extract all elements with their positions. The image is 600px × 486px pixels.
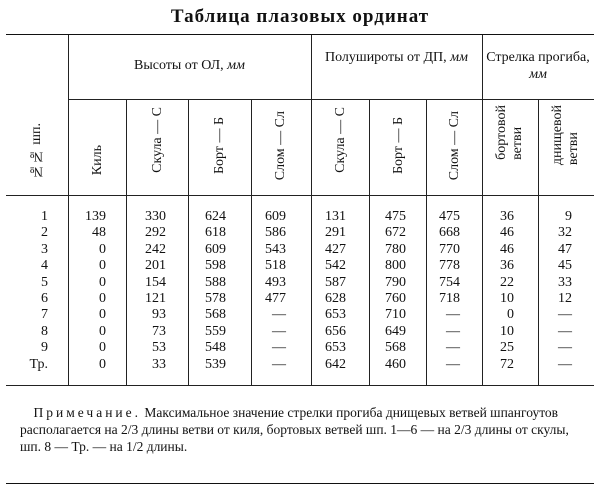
- cell-w-side: 649: [385, 323, 406, 339]
- table-title: Таблица плазовых ординат: [170, 6, 430, 27]
- cell-w-side: 780: [385, 241, 406, 257]
- cell-side-branch: 0: [507, 307, 514, 323]
- cell-w-side: 568: [385, 340, 406, 356]
- cell-h-knuckle: 518: [265, 258, 286, 274]
- cell-w-knuckle: —: [446, 323, 460, 339]
- cell-bottom-branch: 45: [558, 258, 572, 274]
- cell-keel: 0: [99, 356, 106, 372]
- cell-station: 2: [41, 225, 48, 241]
- cell-bottom-branch: —: [558, 323, 572, 339]
- cell-w-knuckle: 668: [439, 225, 460, 241]
- cell-side-branch: 22: [500, 274, 514, 290]
- cell-h-side: 559: [205, 323, 226, 339]
- cell-h-knuckle: —: [272, 323, 286, 339]
- cell-h-side: 588: [205, 274, 226, 290]
- cell-keel: 0: [99, 340, 106, 356]
- col-header-h-chine: Скула — С: [150, 107, 165, 173]
- cell-h-side: 578: [205, 291, 226, 306]
- cell-bottom-branch: 12: [558, 291, 572, 306]
- cell-w-knuckle: —: [446, 340, 460, 356]
- cell-side-branch: 46: [500, 225, 514, 241]
- cell-side-branch: 10: [500, 323, 514, 339]
- cell-w-chine: 131: [325, 209, 346, 224]
- cell-bottom-branch: 47: [558, 241, 572, 257]
- cell-w-knuckle: 718: [439, 291, 460, 306]
- cell-h-chine: 93: [152, 307, 166, 323]
- cell-station: 6: [41, 291, 48, 306]
- table-note: [20, 404, 580, 455]
- cell-h-knuckle: 609: [265, 209, 286, 224]
- cell-h-knuckle: 543: [265, 241, 286, 257]
- cell-keel: 48: [92, 225, 106, 241]
- cell-bottom-branch: 33: [558, 274, 572, 290]
- cell-w-side: 790: [385, 274, 406, 290]
- col-header-w-chine: Скула — С: [333, 107, 348, 173]
- cell-h-chine: 73: [152, 323, 166, 339]
- cell-w-chine: 628: [325, 291, 346, 306]
- cell-station: 7: [41, 307, 48, 323]
- cell-h-chine: 242: [145, 241, 166, 257]
- cell-w-side: 460: [385, 356, 406, 372]
- cell-h-side: 609: [205, 241, 226, 257]
- cell-w-chine: 653: [325, 307, 346, 323]
- cell-h-side: 548: [205, 340, 226, 356]
- cell-w-chine: 656: [325, 323, 346, 339]
- cell-bottom-branch: —: [558, 356, 572, 372]
- cell-side-branch: 46: [500, 241, 514, 257]
- cell-keel: 0: [99, 307, 106, 323]
- cell-w-knuckle: 778: [439, 258, 460, 274]
- cell-h-knuckle: —: [272, 340, 286, 356]
- cell-w-chine: 542: [325, 258, 346, 274]
- cell-station: 3: [41, 241, 48, 257]
- cell-w-knuckle: 475: [439, 209, 460, 224]
- col-header-station: №№ шп.: [29, 123, 44, 179]
- cell-keel: 139: [85, 209, 106, 224]
- cell-h-side: 568: [205, 307, 226, 323]
- col-header-w-knuckle: Слом — Сл: [447, 111, 462, 181]
- cell-side-branch: 25: [500, 340, 514, 356]
- col-header-h-side: Борт — Б: [212, 117, 227, 175]
- cell-h-chine: 201: [145, 258, 166, 274]
- cell-side-branch: 10: [500, 291, 514, 306]
- cell-w-side: 672: [385, 225, 406, 241]
- table-bottom-rule: [6, 385, 594, 386]
- cell-side-branch: 72: [500, 356, 514, 372]
- cell-h-side: 598: [205, 258, 226, 274]
- group-header-heights: Высоты от ОЛ, мм: [133, 58, 245, 73]
- col-header-keel: Киль: [90, 145, 105, 176]
- cell-w-side: 760: [385, 291, 406, 306]
- note-text: Максимальное значение стрелки прогиба днищевых ветвей шпангоутов располагается на 2/3 длины ветви от киля, бортовых ветвей шп. 1—6 — на 2/3 длины от скулы, шп. 8 — Тр. — на 1/2 длины.: [20, 405, 569, 454]
- note-label: Примечание.: [33, 405, 142, 420]
- cell-h-chine: 33: [152, 356, 166, 372]
- cell-keel: 0: [99, 274, 106, 290]
- group-header-deflection: Стрелка прогиба, мм: [486, 50, 590, 82]
- cell-h-side: 618: [205, 225, 226, 241]
- cell-station: 4: [41, 258, 48, 274]
- col-header-h-knuckle: Слом — Сл: [273, 111, 288, 181]
- cell-h-chine: 154: [145, 274, 166, 290]
- cell-w-knuckle: —: [446, 356, 460, 372]
- cell-side-branch: 36: [500, 258, 514, 274]
- cell-h-side: 624: [205, 209, 226, 224]
- cell-w-chine: 653: [325, 340, 346, 356]
- header-rule: [6, 195, 594, 196]
- cell-keel: 0: [99, 258, 106, 274]
- cell-h-knuckle: 586: [265, 225, 286, 241]
- col-header-w-side: Борт — Б: [391, 117, 406, 175]
- cell-keel: 0: [99, 291, 106, 306]
- cell-station: 5: [41, 274, 48, 290]
- group-header-rule: [68, 99, 594, 100]
- col-header-bottom-branch: днищевой ветви: [550, 105, 581, 166]
- cell-w-knuckle: —: [446, 307, 460, 323]
- cell-w-chine: 587: [325, 274, 346, 290]
- cell-keel: 0: [99, 323, 106, 339]
- cell-w-knuckle: 754: [439, 274, 460, 290]
- cell-w-side: 800: [385, 258, 406, 274]
- cell-w-side: 710: [385, 307, 406, 323]
- cell-h-knuckle: 477: [265, 291, 286, 306]
- cell-w-chine: 427: [325, 241, 346, 257]
- cell-keel: 0: [99, 241, 106, 257]
- cell-w-side: 475: [385, 209, 406, 224]
- cell-h-chine: 53: [152, 340, 166, 356]
- cell-station: 9: [41, 340, 48, 356]
- cell-w-chine: 291: [325, 225, 346, 241]
- cell-h-knuckle: —: [272, 307, 286, 323]
- cell-station: 8: [41, 323, 48, 339]
- cell-h-side: 539: [205, 356, 226, 372]
- cell-bottom-branch: 9: [565, 209, 572, 224]
- cell-h-chine: 292: [145, 225, 166, 241]
- cell-station: Тр.: [29, 356, 48, 372]
- cell-station: 1: [41, 209, 48, 224]
- col-header-side-branch: бортовой ветви: [494, 105, 525, 160]
- cell-h-chine: 121: [145, 291, 166, 306]
- cell-h-knuckle: 493: [265, 274, 286, 290]
- cell-w-knuckle: 770: [439, 241, 460, 257]
- cell-w-chine: 642: [325, 356, 346, 372]
- cell-bottom-branch: —: [558, 340, 572, 356]
- cell-bottom-branch: 32: [558, 225, 572, 241]
- group-header-half-widths: Полушироты от ДП, мм: [325, 50, 468, 65]
- cell-bottom-branch: —: [558, 307, 572, 323]
- cell-h-knuckle: —: [272, 356, 286, 372]
- cell-h-chine: 330: [145, 209, 166, 224]
- cell-side-branch: 36: [500, 209, 514, 224]
